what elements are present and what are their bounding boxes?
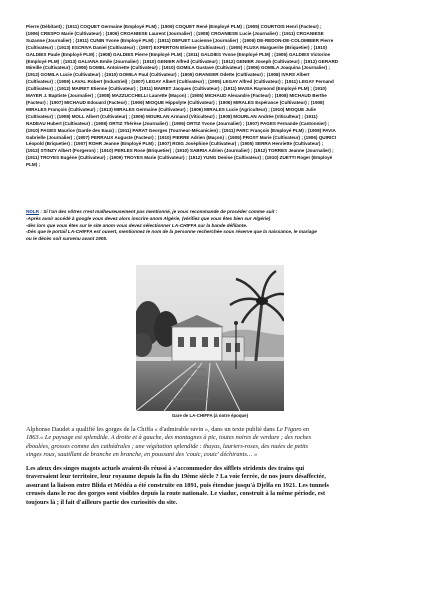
registry-line: Pierre (Débitant) ; (1911) COQUET Germaine (Employé PLM) ; (1909) COQUET René (Employé PLM) ; (1905) COURTOIS Henri (Facteur) ; bbox=[26, 24, 322, 29]
history-line: assurant la liaison entre Blida et Médéa a été construite en 1891, puis étendue jusqu'à Djelfa en 1921. Les tunnels bbox=[26, 481, 330, 489]
quote-text: Alphonse Daudet a qualifié les gorges de la Chiffa « d'admirable ravin », dans un texte publié dans bbox=[26, 426, 277, 433]
quote-line bbox=[26, 426, 398, 434]
history-line: Les aïeux des singes magots actuels avaient-ils réussi à s'accommoder des sifflets stridents des trains qui bbox=[26, 465, 305, 472]
registry-line: Mireille (Cultivateur) ; (1906) GOMEL Antoinette (Cultivateur) ; (1910) GOMILA Gustave (Cultivateur) ; (1906) GOMILA Joaquina (Journalier) ; bbox=[26, 65, 330, 71]
history-line: traversaient leur territoire, leur royaume depuis la fin du 19ème siècle ? La voie ferrée, de nos jours désaffectée, bbox=[26, 473, 326, 481]
registry-line: GALDIES Paule (Employé PLM) ; (1908) GALDIES Pierre (Employé PLM) ; (1911) GALDIES Yvone (Employé PLM) ; (1906) GALDIES Victorine bbox=[26, 51, 331, 57]
quote-line: 1863.« Le paysage est splendide. A droite et à gauche, des montagnes à pic, toutes noires de verdure ; des roches bbox=[26, 434, 312, 442]
railway-history bbox=[26, 465, 398, 507]
note-line: -Dès que le portail LA-CHIFFA est ouvert, mentionnez le nom de la personne recherchée sous réserve que la naissance, le mariage bbox=[26, 229, 317, 235]
history-line: toujours là ; il fait d'ailleurs partie des curiosités du site. bbox=[26, 498, 178, 506]
registry-line: (1906) CRESPO Marie (Cultivateur) ; (1906) CROANIESE Laurent (Journalier) ; (1908) CROANIESE Lucie (Journalier) ; (1911) CROANIESE bbox=[26, 30, 324, 36]
registry-line: Léopold (Briquetier) ; (1907) ROHR Jeanne (Employé PLM) ; (1907) ROIG Joséphine (Cultivateur) ; (1905) SERRA Henriette (Cultivateur) ; bbox=[26, 141, 324, 147]
station-photo bbox=[136, 265, 284, 411]
birth-registry-list bbox=[26, 24, 398, 169]
registry-line: NADEAU Hubert (Cultivateur) ; (1908) ORTIZ Thérèse (Journalier) ; (1906) ORTIZ Yvone (Journalier) ; (1907) PAGES Fernande (Cantonnier) ; bbox=[26, 120, 330, 126]
registry-line: (1912) GOMILA Lucie (Cultivateur) ; (1910) GOMILA Paul (Cultivateur) ; (1905) GRANGER Odette (Cultivateur) ; (1908) IVARS Albert bbox=[26, 72, 310, 78]
registry-line: MAYER J. Baptiste (Journalier) ; (1908) MAZZUCCHELLI Laurette (Maçon) ; (1905) MICHAUD Alexandre (Facteur) ; (1908) MICHAUD Berthe bbox=[26, 93, 327, 99]
quote-line: éboulées, grosses comme des cathédrales ; une végétation splendide : thuyas, lauriers-roses, des nuées de petits bbox=[26, 442, 309, 450]
note-line: -dès lors que vous êtes sur le site anom vous devez sélectionner LA-CHIFFA sur la bande défilante. bbox=[26, 222, 248, 228]
station-photo-illustration bbox=[136, 265, 284, 411]
registry-line: PLM) ; bbox=[26, 162, 41, 168]
note-line: ou le décès soit survenu avant 1905. bbox=[26, 236, 108, 242]
registry-line: (1911) TROYES Eugène (Cultivateur) ; (1909) TROYES Marie (Cultivateur) ; (1912) YUNG Denise (Cultivateur) ; (1910) ZUETTI Roger (Employé bbox=[26, 155, 333, 161]
registry-line: Suzanne (Journalier) ; (1911) CUNIN Yvone (Employé PLM) ; (1911) DEFUET Lucienne (Journalier) ; (1906) DE-REDON-DE-COLOMBIER Pierre bbox=[26, 37, 334, 43]
note-line: : Si l'un des vôtres n'est malheureusement pas mentionné, je vous recommande de procéder comme suit : bbox=[39, 209, 278, 214]
registry-line: (Cultivateur) ; (1909) LAVAL Robert (Industriel) ; (1907) LEGAY Albert (Cultivateur) ; (1905) LEGAY Alfred (Cultivateur) ; (1911) LEGAY Fernand bbox=[26, 79, 334, 85]
photo-caption: Gare de LA-CHIFFA (à notre époque) bbox=[171, 413, 249, 418]
registry-line: (1910) PAGES Maurice (Garde des Eaux) ; (1911) PARAT Georges (Tourneur-Mécanicien) ; (1911) PARC François (Employé PLM) ; (1909) PAVIA bbox=[26, 127, 336, 133]
registry-line: (Cultivateur) ; (1908) MOLL Albert (Cultivateur) ; (1906) MOURLAN Armand (Viticulteur) ; (1908) MOURLAN Andrée (Viticulteur) ; (1911) bbox=[26, 113, 318, 119]
note-line: -Après avoir accédé à google vous devez alors inscrire anom Algérie, (vérifiez que vous êtes bien sur Algérie) bbox=[26, 215, 271, 221]
registry-line: (Cultivateur) ; (1913) ESCRIVA Daniel (Cultivateur) ; (1907) EXPERTON Etienne (Cultivateur) ; (1905) FLUXA Marguerite (Briquetier) ; (1910) bbox=[26, 44, 327, 50]
quote-line: singes roux, sautillant de branche en branche, en poussant des 'couic, couic' déchirants… » bbox=[26, 451, 258, 459]
quote-text: en bbox=[301, 426, 310, 433]
editor-note bbox=[26, 209, 398, 243]
note-first-line bbox=[26, 209, 398, 216]
registry-line: (Employé PLM) ; (1913) GALIANA Emile (Journalier) ; (1910) GENIER Alfred (Cultivateur) ; (1912) GENIER Joseph (Cultivateur) ; (1912) GERARD bbox=[26, 58, 339, 64]
registry-line: (Cultivateur) ; (1912) MAIRET Etienne (Cultivateur) ; (1911) MAIRET Jacques (Cultivateur) ; (1911) MASIA Raymond (Employé PLM) ; (1910) bbox=[26, 86, 327, 92]
registry-line: MIRALES François (Cultivateur) ; (1913) MIRALES Germaine (Cultivateur) ; (1906) MIRALES Lucie (Agriculteur) ; (1910) MIOQUE Julie bbox=[26, 106, 316, 112]
registry-line: (1912) STINZY Albert (Forgeron) ; (1910) PERLES Rose (Briquetier) ; (1910) SABRIA Adrien (Journalier) ; (1912) TORRES Jeanne (Journalier) ; bbox=[26, 148, 334, 154]
source-name: Le Figaro bbox=[276, 426, 302, 433]
registry-line: Gabrielle (Journalier) ; (1907) PERRAUX Auguste (Facteur) ; (1910) PIERRE Adrien (Maçon) ; (1905) PROST Marie (Cultivateur) ; (1906) QUIRICI bbox=[26, 134, 337, 140]
history-line: creusés dans le roc des gorges sont visibles depuis la route nationale. Le viaduc, construit à la même période, est bbox=[26, 490, 326, 498]
ndlr-tag: NDLR bbox=[26, 209, 40, 214]
registry-line: (Facteur) ; (1907) MICHAUD Edouard (Facteur) ; (1906) MIOQUE Hippolyte (Cultivateur) ; (1906) MIRALES Espérance (Cultivateur) ; (1908) bbox=[26, 99, 325, 105]
daudet-quote bbox=[26, 426, 398, 460]
